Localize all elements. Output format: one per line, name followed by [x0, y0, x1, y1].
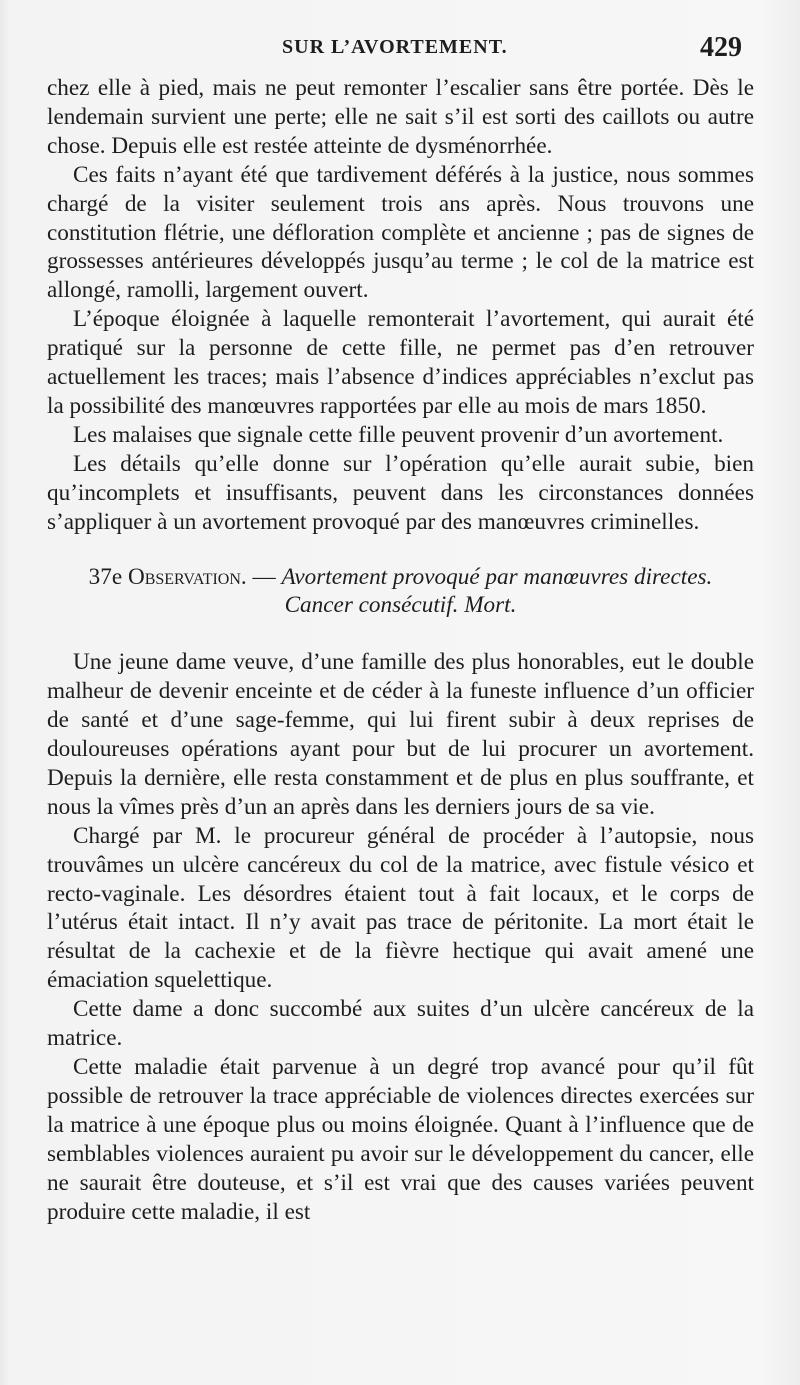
running-header — [0, 34, 800, 70]
observation-dash: — — [246, 563, 282, 590]
paragraph: Cette dame a donc succombé aux suites d’un ulcère cancéreux de la matrice. — [47, 996, 754, 1052]
paragraph: Ces faits n’ayant été que tardivement déférés à la justice, nous sommes chargé de la visiter seulement trois ans après. Nous trouvons une constitution flétrie, une défloration complète et ancienne ; pas de signes de grossesses antérieures développés jusqu’au terme ; le col de la matrice est allongé, ramolli, largement ouvert. — [47, 161, 754, 304]
observation-label: Observation. — [127, 563, 247, 590]
paragraph: chez elle à pied, mais ne peut remonter l’escalier sans être portée. Dès le lendemain survient une perte; elle ne sait s’il est sorti des caillots ou autre chose. Depuis elle est restée atteinte de dysménorrhée. — [47, 75, 754, 159]
observation-title-line2: Cancer consécutif. Mort. — [284, 592, 517, 619]
paragraph: L’époque éloignée à laquelle remonterait l’avortement, qui aurait été pratiqué sur la personne de cette fille, ne permet pas d’en retrouver actuellement les traces; mais l’absence d’indices appréciables n’exclut pas la possibilité des manœuvres rapportées par elle au mois de mars 1850. — [47, 306, 754, 419]
paragraph: Les détails qu’elle donne sur l’opération qu’elle aurait subie, bien qu’incomplets et insuffisants, peuvent dans les circonstances données s’appliquer à un avortement provoqué par des manœuvres criminelles. — [47, 450, 754, 535]
observation-number: 37e — [88, 563, 123, 590]
page-number: 429 — [700, 32, 742, 63]
page-body — [47, 74, 754, 1226]
observation-title-line1: Avortement provoqué par manœuvres directes. — [281, 563, 713, 590]
paragraph: Les malaises que signale cette fille peuvent provenir d’un avortement. — [73, 421, 724, 448]
paragraph: Chargé par M. le procureur général de procéder à l’autopsie, nous trouvâmes un ulcère cancéreux du col de la matrice, avec fistule vésico et recto-vaginale. Les désordres étaient tout à fait locaux, et le corps de l’utérus était intact. Il n’y avait pas trace de péritonite. La mort était le résultat de la cachexie et de la fièvre hectique qui avait amené une émaciation squelettique. — [47, 822, 754, 994]
paragraph: Cette maladie était parvenue à un degré trop avancé pour qu’il fût possible de retrouver la trace appréciable de violences directes exercées sur la matrice à une époque plus ou moins éloignée. Quant à l’influence que de semblables violences auraient pu avoir sur le développement du cancer, elle ne saurait être douteuse, et s’il est vrai que des causes variées peuvent produire cette maladie, il est — [47, 1054, 754, 1225]
paragraph: Une jeune dame veuve, d’une famille des plus honorables, eut le double malheur de devenir enceinte et de céder à la funeste influence d’un officier de santé et d’une sage-femme, qui lui firent subir à deux reprises de douloureuses opérations ayant pour but de lui procurer un avortement. Depuis la dernière, elle resta constamment et de plus en plus souffrante, et nous la vîmes près d’un an après dans les derniers jours de sa vie. — [47, 649, 754, 820]
running-title: SUR L’AVORTEMENT. — [282, 36, 508, 58]
observation-heading — [47, 563, 754, 621]
